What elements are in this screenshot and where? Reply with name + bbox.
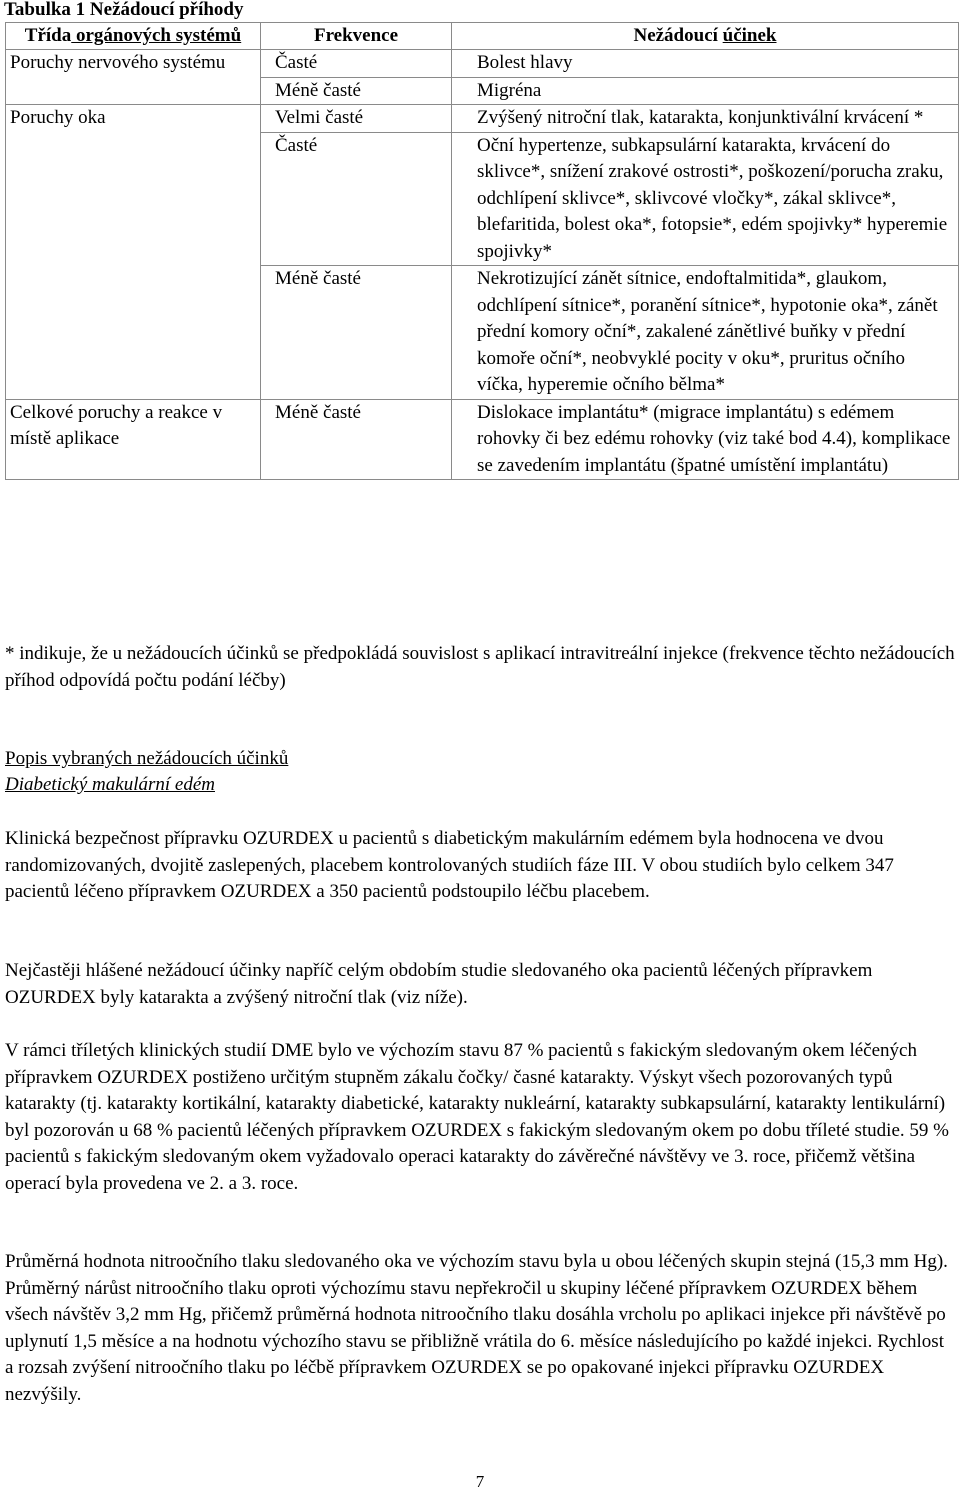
- cell-soc: [6, 266, 261, 400]
- cell-soc: Poruchy nervového systému: [6, 50, 261, 78]
- section-heading: Popis vybraných nežádoucích účinků: [5, 748, 289, 769]
- table-footnote: * indikuje, že u nežádoucích účinků se předpokládá souvislost s aplikací intravitreální injekce (frekvence těchto nežádoucích příhod odpovídá počtu podání léčby): [5, 643, 955, 691]
- header-adverse-effect: Nežádoucí účinek: [452, 23, 959, 50]
- cell-effect: Migréna: [452, 77, 959, 105]
- table-row: [6, 50, 959, 78]
- cell-soc: [6, 77, 261, 105]
- cell-effect: Oční hypertenze, subkapsulární katarakta, krvácení do sklivce*, snížení zrakové ostrosti*, poškození/porucha zraku, odchlípení sklivce*, sklivcové vločky*, zákal sklivce*, blefaritida, bolest oka*, fotopsie*, edém spojivky* hyperemie spojivky*: [452, 132, 959, 266]
- adverse-events-table: [5, 22, 959, 480]
- table-header-row: [6, 23, 959, 50]
- page-number: 7: [475, 1472, 485, 1491]
- table-title: Tabulka 1 Nežádoucí příhody: [4, 0, 244, 20]
- cell-frequency: Velmi časté: [261, 105, 452, 133]
- table-row: [6, 266, 959, 400]
- cell-soc: Poruchy oka: [6, 105, 261, 133]
- subsection-heading: Diabetický makulární edém: [5, 774, 215, 795]
- header-frequency: Frekvence: [261, 23, 452, 50]
- paragraph: Nejčastěji hlášené nežádoucí účinky napříč celým obdobím studie sledovaného oka pacientů léčených přípravkem OZURDEX byly katarakta a zvýšený nitroční tlak (viz níže).: [5, 960, 873, 1008]
- cell-soc: Celkové poruchy a reakce v místě aplikace: [6, 399, 261, 480]
- cell-soc: [6, 132, 261, 266]
- cell-effect: Nekrotizující zánět sítnice, endoftalmitida*, glaukom, odchlípení sítnice*, poranění sítnice*, hypotonie oka*, zánět přední komory oční*, zakalené zánětlivé buňky v přední komoře oční*, neobvyklé pocity v oku*, pruritus očního víčka, hyperemie očního bělma*: [452, 266, 959, 400]
- cell-frequency: Méně časté: [261, 266, 452, 400]
- header-organ-class: Třída orgánových systémů: [6, 23, 261, 50]
- table-row: [6, 132, 959, 266]
- cell-frequency: Časté: [261, 50, 452, 78]
- paragraph: Klinická bezpečnost přípravku OZURDEX u pacientů s diabetickým makulárním edémem byla hodnocena ve dvou randomizovaných, dvojitě zaslepených, placebem kontrolovaných studiích fáze III. V obou studiích bylo celkem 347 pacientů léčeno přípravkem OZURDEX a 350 pacientů podstoupilo léčbu placebem.: [5, 828, 894, 902]
- table-row: [6, 399, 959, 480]
- table-row: [6, 105, 959, 133]
- cell-frequency: Méně časté: [261, 77, 452, 105]
- table-row: [6, 77, 959, 105]
- cell-effect: Dislokace implantátu* (migrace implantátu) s edémem rohovky či bez edému rohovky (viz také bod 4.4), komplikace se zavedením implantátu (špatné umístění implantátu): [452, 399, 959, 480]
- cell-effect: Zvýšený nitroční tlak, katarakta, konjunktivální krvácení *: [452, 105, 959, 133]
- cell-frequency: Časté: [261, 132, 452, 266]
- paragraph: V rámci tříletých klinických studií DME bylo ve výchozím stavu 87 % pacientů s fakickým sledovaným okem léčených přípravkem OZURDEX postiženo určitým stupněm zákalu čočky/ časné katarakty. Výskyt všech pozorovaných typů katarakty (tj. katarakty kortikální, katarakty diabetické, katarakty nukleární, katarakty subkapsulární, katarakty lentikulární) byl pozorován u 68 % pacientů léčených přípravkem OZURDEX s fakickým sledovaným okem po dobu tříleté studie. 59 % pacientů s fakickým sledovaným okem vyžadovalo operaci katarakty do závěrečné návštěvy ve 3. roce, přičemž většina operací byla provedena ve 2. a 3. roce.: [5, 1040, 949, 1194]
- paragraph: Průměrná hodnota nitroočního tlaku sledovaného oka ve výchozím stavu byla u obou léčených skupin stejná (15,3 mm Hg). Průměrný nárůst nitroočního tlaku oproti výchozímu stavu nepřekročil u skupiny léčené přípravkem OZURDEX během všech návštěv 3,2 mm Hg, přičemž průměrná hodnota nitroočního tlaku dosáhla vrcholu po aplikaci injekce při návštěvě po uplynutí 1,5 měsíce a na hodnotu výchozího stavu se přibližně vrátila do 6. měsíce následujícího po každé injekci. Rychlost a rozsah zvýšení nitroočního tlaku po léčbě přípravkem OZURDEX se po opakované injekci přípravku OZURDEX nezvýšily.: [5, 1251, 948, 1405]
- cell-frequency: Méně časté: [261, 399, 452, 480]
- cell-effect: Bolest hlavy: [452, 50, 959, 78]
